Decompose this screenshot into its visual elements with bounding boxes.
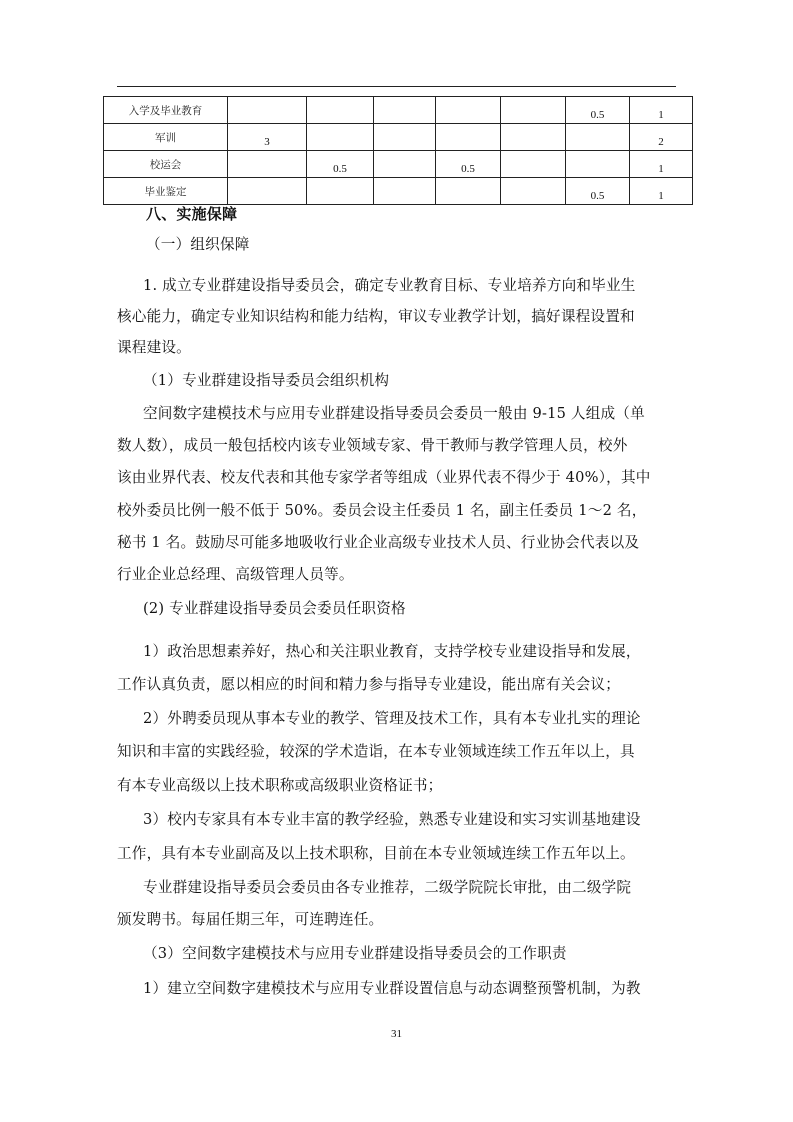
table-cell [501, 178, 566, 205]
text-line: 1）建立空间数字建模技术与应用专业群设置信息与动态调整预警机制，为教 [143, 980, 641, 997]
text-line: 1. 成立专业群建设指导委员会，确定专业教育目标、专业培养方向和毕业生 [143, 277, 636, 294]
table-cell: 1 [630, 97, 693, 124]
row-label: 入学及毕业教育 [104, 97, 228, 124]
table-row [104, 97, 693, 124]
row-label: 军训 [104, 124, 228, 151]
table-cell: 0.5 [566, 97, 630, 124]
table-cell [436, 97, 501, 124]
text-line: 行业企业总经理、高级管理人员等。 [117, 566, 354, 583]
text-line: 数人数），成员一般包括校内该专业领域专家、骨干教师与教学管理人员，校外 [117, 437, 628, 454]
table-row [104, 178, 693, 205]
text-line: 1）政治思想素养好，热心和关注职业教育，支持学校专业建设指导和发展， [143, 643, 641, 660]
table-cell [374, 178, 436, 205]
table-cell [374, 151, 436, 178]
table-cell [307, 97, 374, 124]
table-cell [566, 124, 630, 151]
text-line: 校外委员比例一般不低于 50%。委员会设主任委员 1 名，副主任委员 1～2 名， [117, 502, 647, 519]
table-cell: 0.5 [566, 178, 630, 205]
page-number: 31 [391, 1028, 402, 1040]
text-line: 工作，具有本专业副高及以上技术职称，目前在本专业领域连续工作五年以上。 [117, 845, 635, 862]
table-cell [228, 97, 307, 124]
table-cell: 1 [630, 151, 693, 178]
text-line: (2) 专业群建设指导委员会委员任职资格 [143, 600, 406, 617]
table-cell [436, 178, 501, 205]
text-line: 该由业界代表、校友代表和其他专家学者等组成（业界代表不得少于 40%），其中 [117, 469, 651, 486]
table-cell [501, 124, 566, 151]
table-cell: 2 [630, 124, 693, 151]
table-cell [307, 178, 374, 205]
row-label: 校运会 [104, 151, 228, 178]
table-row [104, 124, 693, 151]
table-cell [374, 97, 436, 124]
table-cell [374, 124, 436, 151]
row-label: 毕业鉴定 [104, 178, 228, 205]
table-cell [501, 97, 566, 124]
table-cell: 0.5 [436, 151, 501, 178]
text-line: 颁发聘书。每届任期三年，可连聘连任。 [117, 911, 384, 928]
table-cell: 0.5 [307, 151, 374, 178]
schedule-table [103, 96, 693, 205]
table-cell [501, 151, 566, 178]
subsection-heading: （一）组织保障 [146, 236, 250, 253]
text-line: 知识和丰富的实践经验，较深的学术造诣，在本专业领域连续工作五年以上，具 [117, 743, 635, 760]
text-line: 秘书 1 名。鼓励尽可能多地吸收行业企业高级专业技术人员、行业协会代表以及 [117, 534, 640, 551]
table-cell [436, 124, 501, 151]
table-cell [228, 151, 307, 178]
text-line: 工作认真负责，愿以相应的时间和精力参与指导专业建设，能出席有关会议； [117, 676, 620, 693]
text-line: 空间数字建模技术与应用专业群建设指导委员会委员一般由 9-15 人组成（单 [143, 405, 645, 422]
text-line: 核心能力，确定专业知识结构和能力结构，审议专业教学计划，搞好课程设置和 [117, 308, 635, 325]
text-line: 专业群建设指导委员会委员由各专业推荐，二级学院院长审批，由二级学院 [143, 879, 632, 896]
section-heading: 八、实施保障 [146, 205, 238, 223]
table-cell [566, 151, 630, 178]
text-line: 3）校内专家具有本专业丰富的教学经验，熟悉专业建设和实习实训基地建设 [143, 811, 641, 828]
text-line: 2）外聘委员现从事本专业的教学、管理及技术工作，具有本专业扎实的理论 [143, 710, 641, 727]
table-cell [307, 124, 374, 151]
header-rule [117, 86, 676, 87]
table-cell: 3 [228, 124, 307, 151]
text-line: （3）空间数字建模技术与应用专业群建设指导委员会的工作职责 [143, 945, 567, 962]
text-line: （1）专业群建设指导委员会组织机构 [143, 372, 390, 389]
table-row [104, 151, 693, 178]
text-line: 有本专业高级以上技术职称或高级职业资格证书； [117, 777, 443, 794]
table-cell: 1 [630, 178, 693, 205]
table-cell [228, 178, 307, 205]
text-line: 课程建设。 [117, 339, 191, 356]
